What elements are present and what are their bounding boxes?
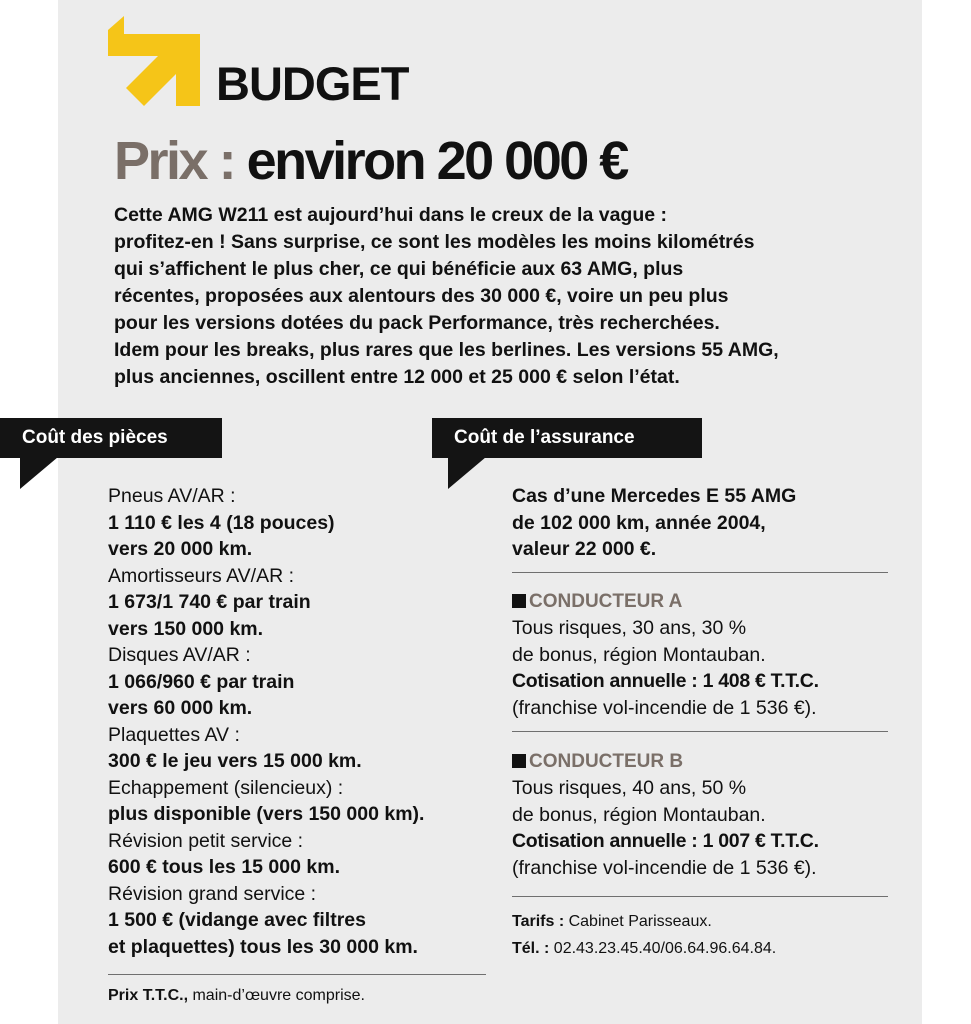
tel-line <box>512 935 776 962</box>
intro-line: profitez-en ! Sans surprise, ce sont les modèles les moins kilométrés <box>114 231 755 253</box>
intro-line: récentes, proposées aux alentours des 30 000 €, voire un peu plus <box>114 285 729 307</box>
parts-note-text: main-d’œuvre comprise. <box>188 987 365 1004</box>
parts-cost-tag: Coût des pièces <box>0 418 222 458</box>
price-label: Prix : <box>114 131 235 191</box>
tag-pointer-icon <box>20 457 58 489</box>
case-line: de 102 000 km, année 2004, <box>512 511 766 534</box>
tel-value: 02.43.23.45.40/06.64.96.64.84. <box>549 940 777 957</box>
part-value: 1 110 € les 4 (18 pouces) <box>108 511 335 534</box>
intro-line: qui s’affichent le plus cher, ce qui bénéficie aux 63 AMG, plus <box>114 258 684 280</box>
intro-paragraph <box>114 202 904 391</box>
parts-note <box>108 987 365 1005</box>
part-value: 1 066/960 € par train <box>108 670 295 693</box>
part-value: plus disponible (vers 150 000 km). <box>108 803 425 825</box>
annual-cotisation: Cotisation annuelle : 1 007 € T.T.C. <box>512 830 819 852</box>
divider <box>512 572 888 573</box>
yellow-arrow-icon <box>108 16 200 106</box>
section-title: BUDGET <box>216 57 409 110</box>
intro-line: plus anciennes, oscillent entre 12 000 et 25 000 € selon l’état. <box>114 366 680 388</box>
insurance-case <box>512 483 902 563</box>
intro-line: pour les versions dotées du pack Performance, très recherchées. <box>114 312 720 334</box>
intro-line: Idem pour les breaks, plus rares que les berlines. Les versions 55 AMG, <box>114 339 779 361</box>
case-line: valeur 22 000 €. <box>512 538 657 560</box>
insurance-credits <box>512 908 776 962</box>
driver-title <box>512 589 912 615</box>
part-value: 1 673/1 740 € par train <box>108 591 311 613</box>
driver-line: de bonus, région Montauban. <box>512 643 766 666</box>
part-label: Disques AV/AR : <box>108 644 251 666</box>
price-value: environ 20 000 € <box>246 131 627 191</box>
intro-line: Cette AMG W211 est aujourd’hui dans le creux de la vague : <box>114 204 668 226</box>
part-label: Révision grand service : <box>108 882 317 905</box>
part-value: 600 € tous les 15 000 km. <box>108 856 340 878</box>
driver-title-text: CONDUCTEUR B <box>529 751 684 772</box>
part-value: et plaquettes) tous les 30 000 km. <box>108 935 418 958</box>
tel-label: Tél. : <box>512 940 550 957</box>
part-label: Révision petit service : <box>108 829 304 852</box>
square-bullet-icon <box>512 594 526 608</box>
driver-title-text: CONDUCTEUR A <box>529 591 683 612</box>
tarifs-line <box>512 908 776 935</box>
tarifs-value: Cabinet Parisseaux. <box>564 913 712 930</box>
part-label: Echappement (silencieux) : <box>108 776 344 799</box>
part-value: vers 60 000 km. <box>108 697 253 719</box>
insurance-cost-tag: Coût de l’assurance <box>432 418 702 458</box>
annual-cotisation: Cotisation annuelle : 1 408 € T.T.C. <box>512 670 819 692</box>
case-line: Cas d’une Mercedes E 55 AMG <box>512 485 797 507</box>
divider <box>512 896 888 897</box>
driver-a-block <box>512 589 912 721</box>
divider <box>108 974 486 975</box>
driver-line: de bonus, région Montauban. <box>512 803 766 826</box>
part-label: Amortisseurs AV/AR : <box>108 564 295 587</box>
part-value: vers 150 000 km. <box>108 617 264 640</box>
parts-note-bold: Prix T.T.C., <box>108 987 189 1004</box>
part-value: 300 € le jeu vers 15 000 km. <box>108 750 362 772</box>
part-label: Pneus AV/AR : <box>108 485 236 507</box>
part-label: Plaquettes AV : <box>108 723 240 746</box>
driver-title <box>512 749 912 775</box>
tarifs-label: Tarifs : <box>512 913 565 930</box>
franchise: (franchise vol-incendie de 1 536 €). <box>512 856 817 879</box>
driver-b-block <box>512 749 912 881</box>
divider <box>512 731 888 732</box>
price-heading <box>114 130 627 192</box>
part-value: vers 20 000 km. <box>108 538 253 560</box>
driver-line: Tous risques, 40 ans, 50 % <box>512 777 747 799</box>
square-bullet-icon <box>512 754 526 768</box>
driver-line: Tous risques, 30 ans, 30 % <box>512 617 747 639</box>
part-value: 1 500 € (vidange avec filtres <box>108 909 366 931</box>
parts-list <box>108 483 500 960</box>
franchise: (franchise vol-incendie de 1 536 €). <box>512 696 817 719</box>
